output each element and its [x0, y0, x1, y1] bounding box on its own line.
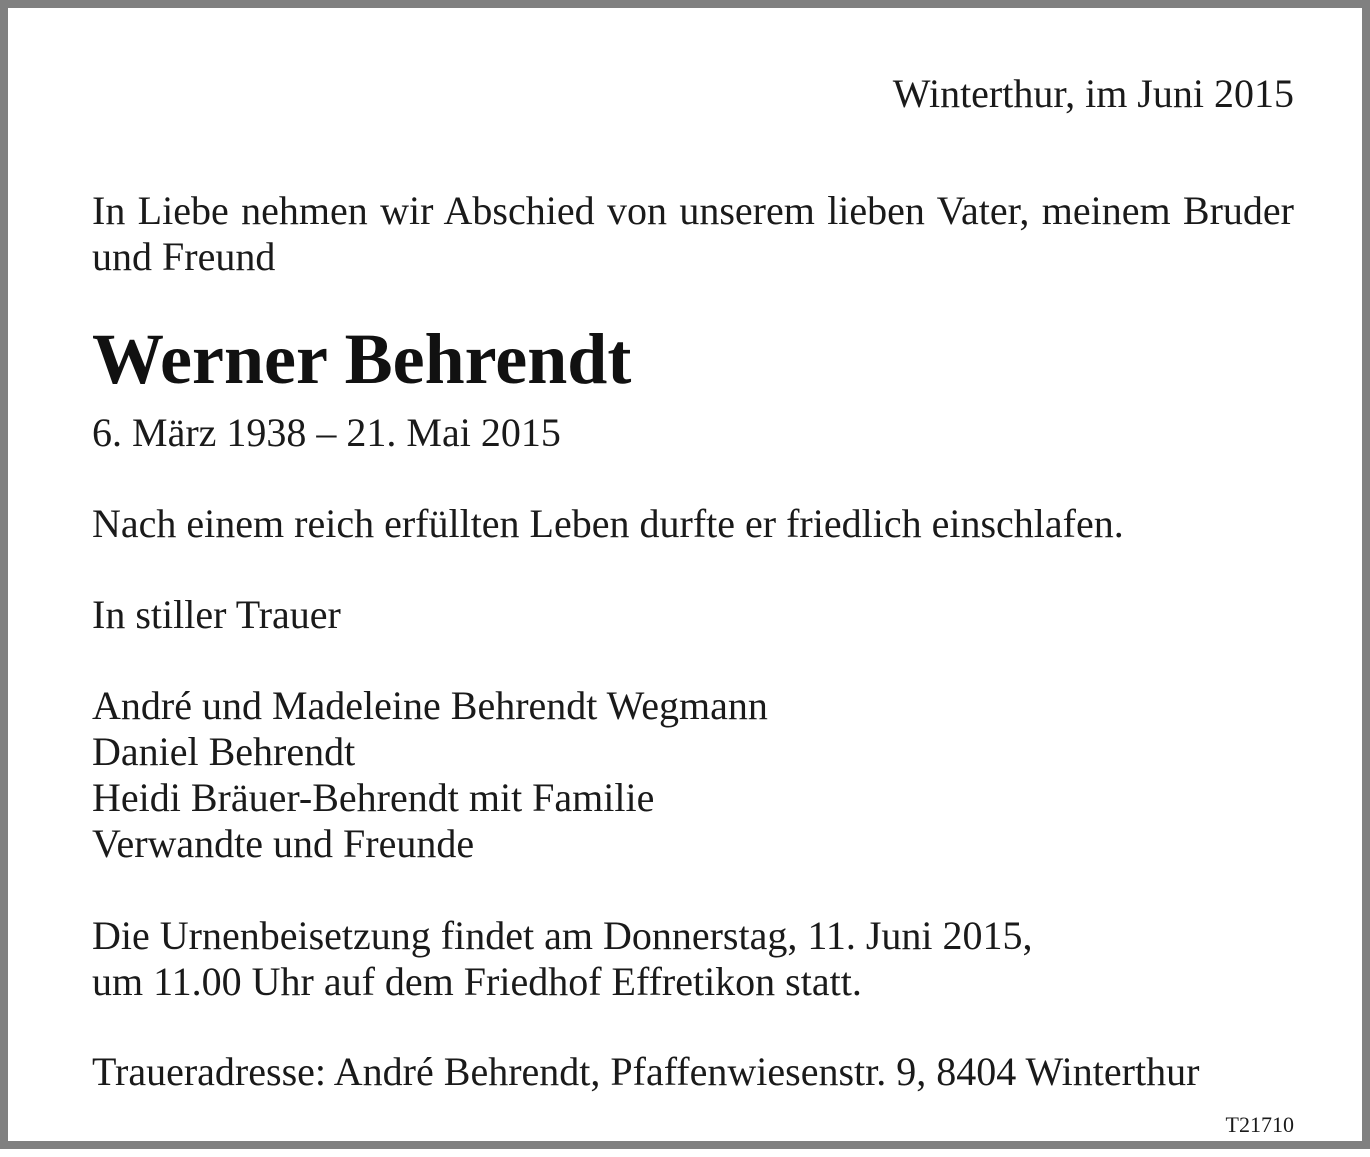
reference-code: T21710 [1225, 1112, 1294, 1137]
mourner-line: André und Madeleine Behrendt Wegmann [92, 683, 768, 728]
intro-text: In Liebe nehmen wir Abschied von unserem lieben Vater, meinem Bruder und Freund [92, 188, 1294, 279]
statement-text: Nach einem reich erfüllten Leben durfte er friedlich einschlafen. [92, 501, 1124, 546]
deceased-name: Werner Behrendt [92, 319, 632, 399]
place-date: Winterthur, im Juni 2015 [892, 71, 1294, 116]
mourning-heading: In stiller Trauer [92, 592, 341, 637]
life-dates: 6. März 1938 – 21. Mai 2015 [92, 410, 561, 455]
mourning-address: Traueradresse: André Behrendt, Pfaffenwiesenstr. 9, 8404 Winterthur [92, 1049, 1200, 1094]
funeral-info-line: Die Urnenbeisetzung findet am Donnerstag, 11. Juni 2015, [92, 913, 1033, 958]
mourner-line: Verwandte und Freunde [92, 821, 475, 866]
mourner-line: Heidi Bräuer-Behrendt mit Familie [92, 775, 655, 820]
mourner-line: Daniel Behrendt [92, 729, 356, 774]
funeral-info-line: um 11.00 Uhr auf dem Friedhof Effretikon statt. [92, 959, 862, 1004]
